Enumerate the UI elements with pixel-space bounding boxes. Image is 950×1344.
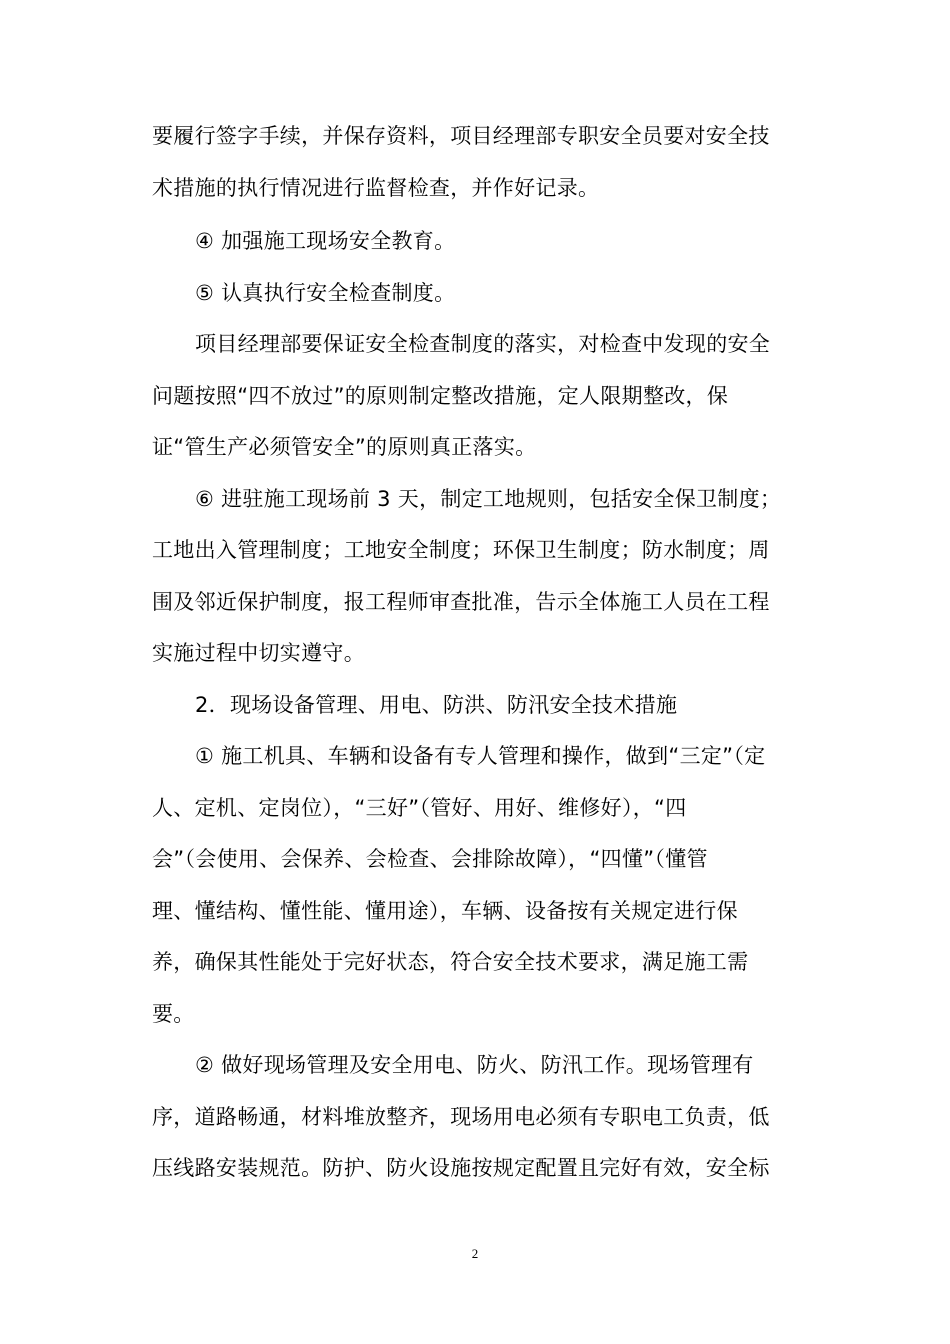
text-line: 问题按照“四不放过”的原则制定整改措施，定人限期整改，保 <box>152 384 729 408</box>
text-line: 序，道路畅通，材料堆放整齐，现场用电必须有专职电工负责，低 <box>152 1105 770 1129</box>
text-line: 要。 <box>152 1002 195 1026</box>
text-line: 会”（会使用、会保养、会检查、会排除故障），“四懂”（懂管 <box>152 847 708 871</box>
text-line: 理、懂结构、懂性能、懂用途），车辆、设备按有关规定进行保 <box>152 899 738 923</box>
text-line: ① 施工机具、车辆和设备有专人管理和操作，做到“三定”（定 <box>195 744 766 768</box>
text-line: 工地出入管理制度；工地安全制度；环保卫生制度；防水制度；周 <box>152 538 770 562</box>
page-number: 2 <box>471 1246 479 1261</box>
text-line: 证“管生产必须管安全”的原则真正落实。 <box>152 435 537 459</box>
text-line: 养，确保其性能处于完好状态，符合安全技术要求，满足施工需 <box>152 950 749 974</box>
text-line: 围及邻近保护制度，报工程师审查批准，告示全体施工人员在工程 <box>152 590 770 614</box>
text-line: 术措施的执行情况进行监督检查，并作好记录。 <box>152 176 600 200</box>
text-line: 要履行签字手续，并保存资料，项目经理部专职安全员要对安全技 <box>152 124 770 148</box>
text-line: ④ 加强施工现场安全教育。 <box>195 229 456 253</box>
text-line: 项目经理部要保证安全检查制度的落实，对检查中发现的安全 <box>195 332 771 356</box>
text-line: ② 做好现场管理及安全用电、防火、防汛工作。现场管理有 <box>195 1053 754 1077</box>
text-line: ⑥ 进驻施工现场前 3 天，制定工地规则，包括安全保卫制度； <box>195 487 782 511</box>
text-line: ⑤ 认真执行安全检查制度。 <box>195 281 456 305</box>
text-line: 压线路安装规范。防护、防火设施按规定配置且完好有效，安全标 <box>152 1156 770 1180</box>
text-line: 实施过程中切实遵守。 <box>152 641 365 665</box>
section-heading: 2．现场设备管理、用电、防洪、防汛安全技术措施 <box>195 693 678 717</box>
text-line: 人、定机、定岗位），“三好”（管好、用好、维修好），“四 <box>152 796 687 820</box>
